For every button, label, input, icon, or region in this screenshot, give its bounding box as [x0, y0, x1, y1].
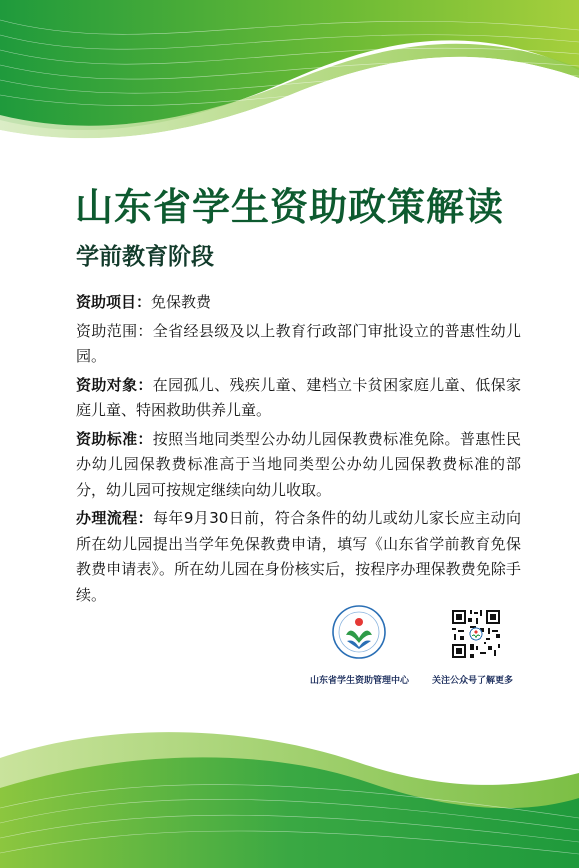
- section-text: 免保教费: [151, 293, 212, 311]
- section-item: [76, 290, 521, 316]
- section-label: 资助对象：: [76, 375, 153, 394]
- section-text: 在园孤儿、残疾儿童、建档立卡贫困家庭儿童、低保家庭儿童、特困救助供养儿童。: [76, 375, 521, 419]
- page-title: 山东省学生资助政策解读: [74, 185, 504, 229]
- section-range: [76, 319, 521, 370]
- section-text: 按照当地同类型公办幼儿园保教费标准免除。普惠性民办幼儿园保教费标准高于当地同类型公办幼儿园保教费标准的部分，幼儿园可按规定继续向幼儿收取。: [76, 429, 521, 499]
- policy-content: [76, 290, 521, 611]
- qr-code-icon: [450, 608, 502, 660]
- student-aid-logo-icon: [332, 605, 386, 659]
- section-label: 资助项目：: [76, 293, 152, 311]
- section-label: 资助标准：: [76, 429, 153, 448]
- section-text: 全省经县级及以上教育行政部门审批设立的普惠性幼儿园。: [76, 321, 521, 365]
- footer: [300, 605, 540, 695]
- qr-caption: 关注公众号了解更多: [432, 676, 514, 686]
- section-target: [76, 373, 521, 424]
- top-wave-decoration: [0, 0, 579, 150]
- section-standard: [76, 427, 521, 504]
- section-process: [76, 506, 521, 608]
- org-caption: 山东省学生资助管理中心: [310, 676, 410, 686]
- section-text: 每年9月30日前，符合条件的幼儿或幼儿家长应主动向所在幼儿园提出当学年免保教费申请，填写《山东省学前教育免保教费申请表》。所在幼儿园在身份核实后，按程序办理保教费免除手续。: [76, 509, 521, 604]
- section-label: 办理流程：: [76, 509, 154, 527]
- section-label: 资助范围：: [76, 321, 153, 340]
- bottom-wave-decoration: [0, 718, 579, 868]
- page-subtitle: 学前教育阶段: [76, 244, 214, 270]
